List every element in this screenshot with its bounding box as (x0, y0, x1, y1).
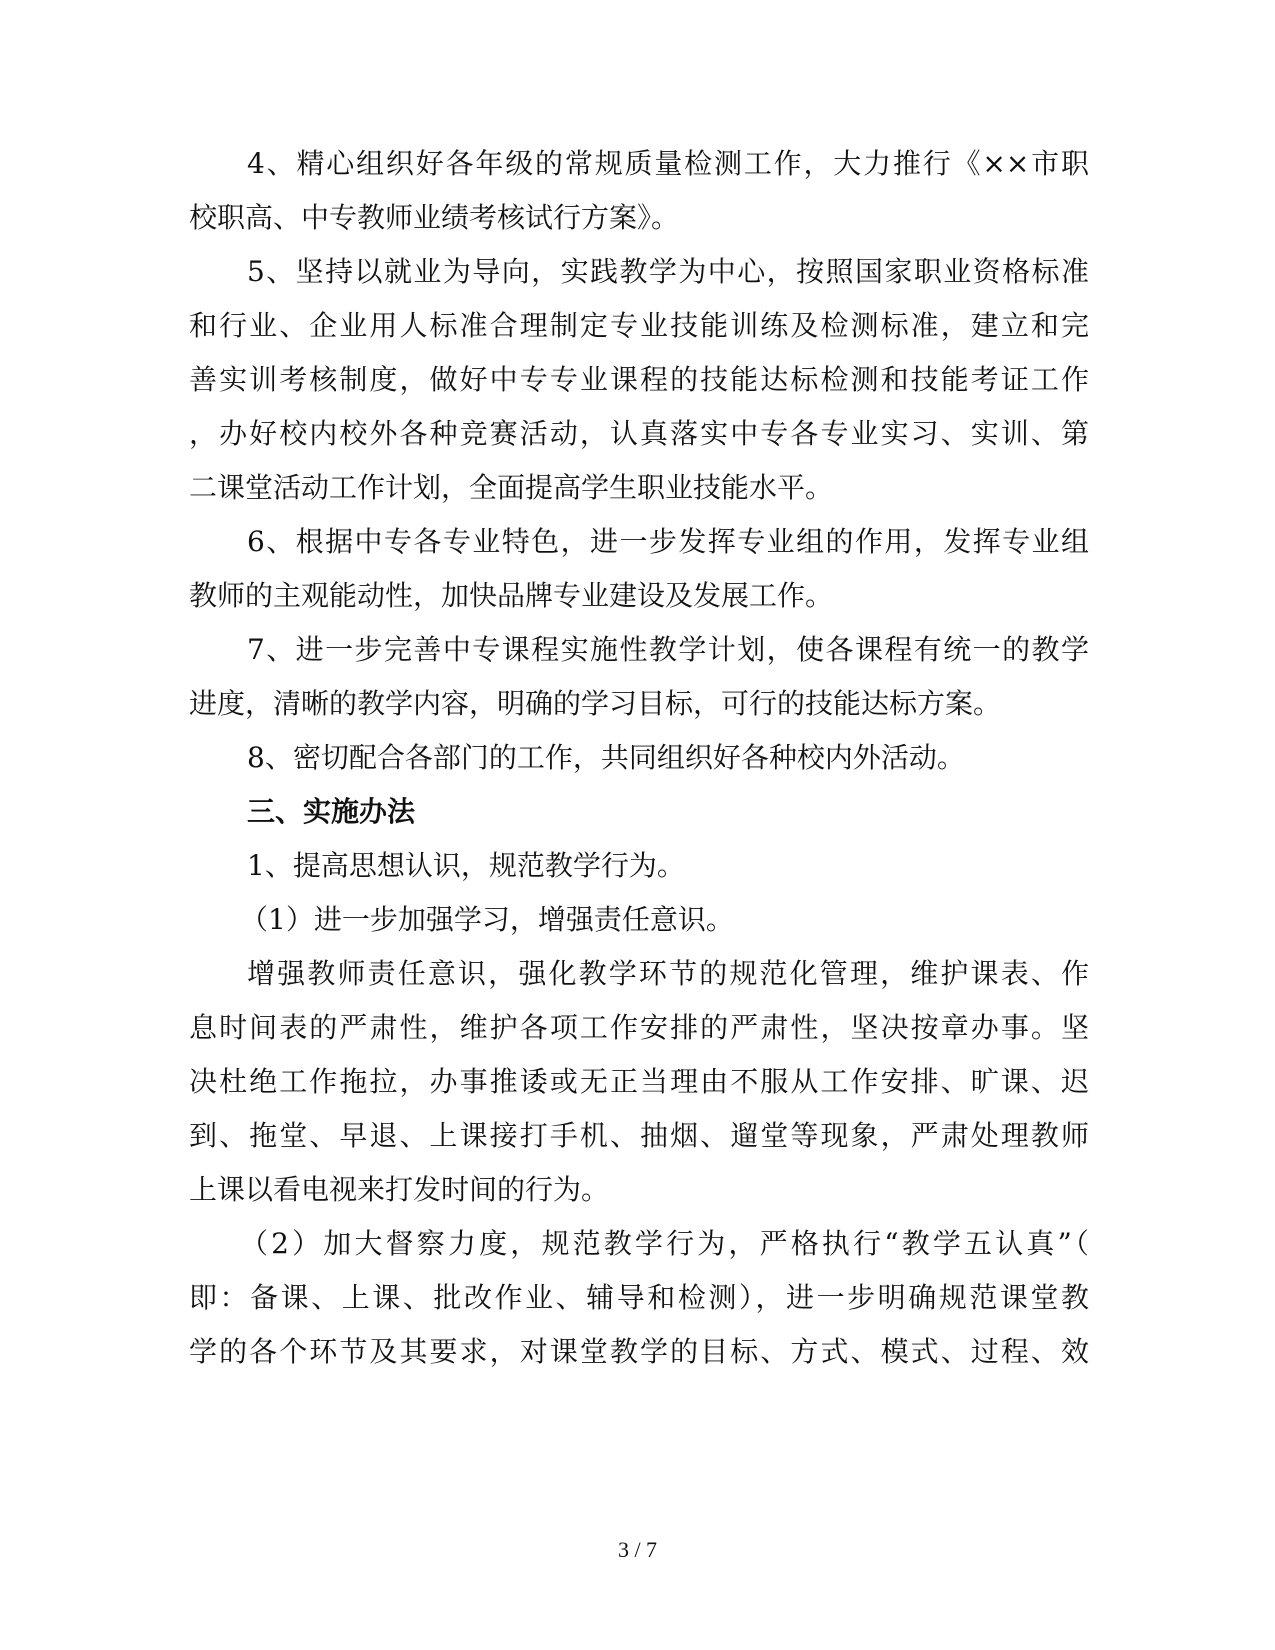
subsection-heading: 1、提高思想认识，规范教学行为。 (247, 849, 685, 882)
paragraph-line: 二课堂活动工作计划，全面提高学生职业技能水平。 (189, 471, 834, 504)
paragraph-line: 和行业、企业用人标准合理制定专业技能训练及检测标准，建立和完 (189, 309, 1089, 342)
paragraph-line: 学的各个环节及其要求，对课堂教学的目标、方式、模式、过程、效 (189, 1335, 1089, 1368)
paragraph-line: 进度，清晰的教学内容，明确的学习目标，可行的技能达标方案。 (189, 687, 1002, 720)
paragraph-line: 5、坚持以就业为导向，实践教学为中心，按照国家职业资格标准 (247, 255, 1089, 288)
paragraph-line: 4、精心组织好各年级的常规质量检测工作，大力推行《××市职 (247, 147, 1089, 180)
paragraph-line: 增强教师责任意识，强化教学环节的规范化管理，维护课表、作 (247, 957, 1089, 990)
paragraph-line: 教师的主观能动性，加快品牌专业建设及发展工作。 (189, 579, 834, 612)
paragraph-line: 善实训考核制度，做好中专专业课程的技能达标检测和技能考证工作 (189, 363, 1089, 396)
paragraph-line: 息时间表的严肃性，维护各项工作安排的严肃性，坚决按章办事。坚 (189, 1011, 1089, 1044)
paragraph-line: ，办好校内校外各种竞赛活动，认真落实中专各专业实习、实训、第 (189, 417, 1089, 450)
paragraph-line: 即：备课、上课、批改作业、辅导和检测），进一步明确规范课堂教 (189, 1281, 1089, 1314)
paragraph-line: 决杜绝工作拖拉，办事推诿或无正当理由不服从工作安排、旷课、迟 (189, 1065, 1089, 1098)
paragraph-line: 到、拖堂、早退、上课接打手机、抽烟、遛堂等现象，严肃处理教师 (189, 1119, 1089, 1152)
paragraph-line: 校职高、中专教师业绩考核试行方案》。 (189, 201, 680, 234)
paragraph-line: 上课以看电视来打发时间的行为。 (189, 1173, 610, 1206)
paragraph-line: 7、进一步完善中专课程实施性教学计划，使各课程有统一的教学 (247, 633, 1089, 666)
page-number: 3 / 7 (617, 1537, 658, 1562)
paragraph-line: 8、密切配合各部门的工作，共同组织好各种校内外活动。 (247, 741, 965, 774)
subsection-item: （1）进一步加强学习，增强责任意识。 (240, 903, 734, 936)
paragraph-line: （2）加大督察力度，规范教学行为，严格执行“教学五认真”（ (240, 1227, 1089, 1260)
section-heading: 三、实施办法 (247, 795, 416, 828)
paragraph-line: 6、根据中专各专业特色，进一步发挥专业组的作用，发挥专业组 (247, 525, 1089, 558)
